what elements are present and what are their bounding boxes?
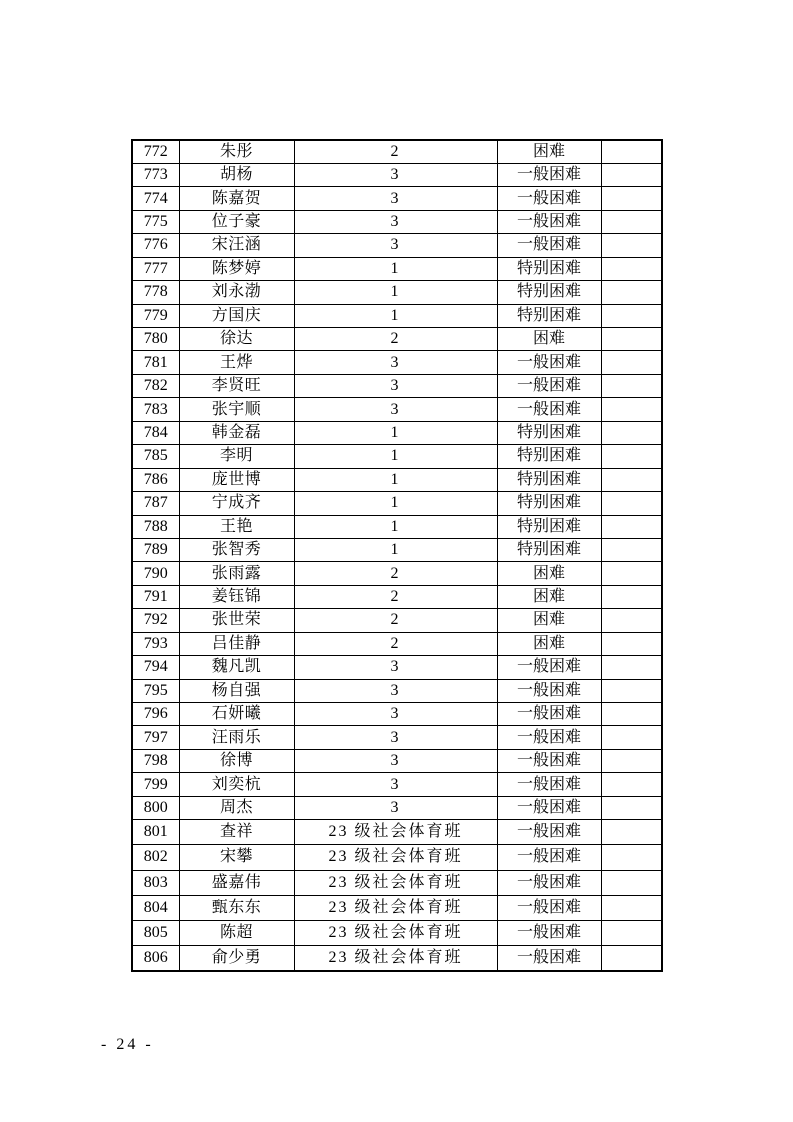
cell-note (601, 656, 662, 679)
table-row (132, 515, 662, 538)
table-row (132, 140, 662, 163)
cell-student-name: 宁成齐 (179, 492, 294, 515)
cell-class: 3 (294, 398, 497, 421)
table-row (132, 210, 662, 233)
cell-class: 3 (294, 210, 497, 233)
cell-note (601, 304, 662, 327)
cell-student-name: 张智秀 (179, 538, 294, 561)
cell-difficulty-level: 一般困难 (497, 920, 601, 945)
table-row (132, 679, 662, 702)
table-row (132, 820, 662, 845)
cell-class: 3 (294, 773, 497, 796)
cell-class: 3 (294, 656, 497, 679)
cell-student-name: 张雨露 (179, 562, 294, 585)
cell-class: 1 (294, 257, 497, 280)
cell-note (601, 562, 662, 585)
cell-student-name: 刘奕杭 (179, 773, 294, 796)
cell-class: 3 (294, 796, 497, 819)
cell-note (601, 374, 662, 397)
cell-difficulty-level: 一般困难 (497, 374, 601, 397)
table-row (132, 726, 662, 749)
table-row (132, 870, 662, 895)
table-row (132, 656, 662, 679)
cell-note (601, 281, 662, 304)
cell-class: 3 (294, 163, 497, 186)
table-row (132, 703, 662, 726)
cell-note (601, 726, 662, 749)
student-roster-table (131, 139, 663, 972)
cell-difficulty-level: 一般困难 (497, 210, 601, 233)
cell-serial-number: 784 (132, 421, 179, 444)
cell-serial-number: 795 (132, 679, 179, 702)
cell-serial-number: 781 (132, 351, 179, 374)
table-row (132, 281, 662, 304)
cell-student-name: 陈超 (179, 920, 294, 945)
cell-serial-number: 793 (132, 632, 179, 655)
cell-student-name: 俞少勇 (179, 946, 294, 971)
cell-class: 1 (294, 281, 497, 304)
cell-class: 1 (294, 445, 497, 468)
cell-student-name: 朱彤 (179, 140, 294, 163)
cell-student-name: 吕佳静 (179, 632, 294, 655)
cell-student-name: 张世荣 (179, 609, 294, 632)
cell-note (601, 492, 662, 515)
cell-difficulty-level: 一般困难 (497, 845, 601, 870)
cell-difficulty-level: 困难 (497, 609, 601, 632)
cell-difficulty-level: 一般困难 (497, 946, 601, 971)
cell-note (601, 749, 662, 772)
table-row (132, 187, 662, 210)
roster-table-body (132, 140, 662, 971)
cell-student-name: 李贤旺 (179, 374, 294, 397)
cell-difficulty-level: 一般困难 (497, 398, 601, 421)
cell-serial-number: 800 (132, 796, 179, 819)
cell-serial-number: 805 (132, 920, 179, 945)
cell-note (601, 140, 662, 163)
cell-student-name: 徐博 (179, 749, 294, 772)
cell-difficulty-level: 一般困难 (497, 726, 601, 749)
cell-class: 2 (294, 585, 497, 608)
cell-difficulty-level: 一般困难 (497, 703, 601, 726)
cell-student-name: 刘永渤 (179, 281, 294, 304)
cell-difficulty-level: 一般困难 (497, 870, 601, 895)
cell-student-name: 胡杨 (179, 163, 294, 186)
cell-note (601, 234, 662, 257)
cell-student-name: 汪雨乐 (179, 726, 294, 749)
cell-note (601, 351, 662, 374)
cell-serial-number: 789 (132, 538, 179, 561)
table-row (132, 562, 662, 585)
cell-serial-number: 786 (132, 468, 179, 491)
cell-serial-number: 779 (132, 304, 179, 327)
cell-serial-number: 773 (132, 163, 179, 186)
cell-difficulty-level: 一般困难 (497, 749, 601, 772)
table-row (132, 398, 662, 421)
cell-difficulty-level: 一般困难 (497, 679, 601, 702)
cell-note (601, 421, 662, 444)
cell-class: 2 (294, 632, 497, 655)
cell-note (601, 895, 662, 920)
cell-difficulty-level: 特别困难 (497, 445, 601, 468)
cell-class: 1 (294, 468, 497, 491)
table-row (132, 946, 662, 971)
table-row (132, 163, 662, 186)
cell-serial-number: 794 (132, 656, 179, 679)
cell-note (601, 187, 662, 210)
cell-student-name: 查祥 (179, 820, 294, 845)
cell-serial-number: 783 (132, 398, 179, 421)
cell-class: 23 级社会体育班 (294, 920, 497, 945)
cell-class: 3 (294, 703, 497, 726)
cell-class: 1 (294, 304, 497, 327)
cell-serial-number: 782 (132, 374, 179, 397)
cell-difficulty-level: 特别困难 (497, 468, 601, 491)
cell-serial-number: 792 (132, 609, 179, 632)
cell-note (601, 820, 662, 845)
cell-note (601, 773, 662, 796)
cell-class: 23 级社会体育班 (294, 895, 497, 920)
cell-student-name: 甄东东 (179, 895, 294, 920)
cell-student-name: 庞世博 (179, 468, 294, 491)
cell-class: 1 (294, 421, 497, 444)
cell-difficulty-level: 一般困难 (497, 187, 601, 210)
cell-serial-number: 774 (132, 187, 179, 210)
cell-student-name: 宋汪涵 (179, 234, 294, 257)
cell-student-name: 韩金磊 (179, 421, 294, 444)
cell-note (601, 515, 662, 538)
table-row (132, 351, 662, 374)
table-row (132, 796, 662, 819)
cell-class: 3 (294, 749, 497, 772)
cell-student-name: 方国庆 (179, 304, 294, 327)
cell-class: 23 级社会体育班 (294, 946, 497, 971)
cell-note (601, 210, 662, 233)
cell-student-name: 石妍曦 (179, 703, 294, 726)
page-number: - 24 - (101, 1036, 154, 1053)
cell-difficulty-level: 一般困难 (497, 351, 601, 374)
cell-student-name: 陈梦婷 (179, 257, 294, 280)
cell-student-name: 徐达 (179, 328, 294, 351)
cell-student-name: 王艳 (179, 515, 294, 538)
table-row (132, 234, 662, 257)
cell-serial-number: 791 (132, 585, 179, 608)
cell-difficulty-level: 特别困难 (497, 281, 601, 304)
cell-note (601, 796, 662, 819)
cell-difficulty-level: 特别困难 (497, 421, 601, 444)
cell-note (601, 946, 662, 971)
cell-serial-number: 780 (132, 328, 179, 351)
cell-class: 3 (294, 351, 497, 374)
table-row (132, 304, 662, 327)
cell-difficulty-level: 一般困难 (497, 820, 601, 845)
cell-class: 3 (294, 234, 497, 257)
cell-difficulty-level: 特别困难 (497, 304, 601, 327)
cell-serial-number: 785 (132, 445, 179, 468)
cell-note (601, 845, 662, 870)
cell-serial-number: 777 (132, 257, 179, 280)
cell-serial-number: 787 (132, 492, 179, 515)
cell-difficulty-level: 一般困难 (497, 163, 601, 186)
cell-difficulty-level: 一般困难 (497, 796, 601, 819)
table-row (132, 773, 662, 796)
cell-serial-number: 803 (132, 870, 179, 895)
cell-student-name: 位子豪 (179, 210, 294, 233)
table-row (132, 257, 662, 280)
cell-note (601, 920, 662, 945)
cell-student-name: 王烨 (179, 351, 294, 374)
cell-serial-number: 772 (132, 140, 179, 163)
cell-difficulty-level: 一般困难 (497, 234, 601, 257)
cell-serial-number: 806 (132, 946, 179, 971)
cell-difficulty-level: 困难 (497, 562, 601, 585)
cell-class: 23 级社会体育班 (294, 845, 497, 870)
cell-class: 2 (294, 328, 497, 351)
cell-class: 1 (294, 515, 497, 538)
cell-difficulty-level: 困难 (497, 140, 601, 163)
cell-note (601, 538, 662, 561)
cell-note (601, 609, 662, 632)
table-row (132, 920, 662, 945)
table-row (132, 845, 662, 870)
cell-difficulty-level: 特别困难 (497, 492, 601, 515)
table-row (132, 445, 662, 468)
cell-class: 3 (294, 187, 497, 210)
cell-serial-number: 778 (132, 281, 179, 304)
table-row (132, 585, 662, 608)
table-row (132, 749, 662, 772)
table-row (132, 632, 662, 655)
cell-student-name: 张宇顺 (179, 398, 294, 421)
cell-difficulty-level: 困难 (497, 585, 601, 608)
cell-class: 2 (294, 609, 497, 632)
cell-student-name: 陈嘉贺 (179, 187, 294, 210)
cell-class: 3 (294, 726, 497, 749)
cell-difficulty-level: 一般困难 (497, 656, 601, 679)
cell-difficulty-level: 困难 (497, 328, 601, 351)
cell-class: 23 级社会体育班 (294, 870, 497, 895)
cell-note (601, 257, 662, 280)
table-row (132, 492, 662, 515)
cell-class: 2 (294, 140, 497, 163)
cell-class: 3 (294, 374, 497, 397)
cell-note (601, 445, 662, 468)
cell-serial-number: 796 (132, 703, 179, 726)
cell-student-name: 姜钰锦 (179, 585, 294, 608)
cell-note (601, 398, 662, 421)
cell-difficulty-level: 特别困难 (497, 538, 601, 561)
cell-student-name: 周杰 (179, 796, 294, 819)
cell-serial-number: 798 (132, 749, 179, 772)
table-row (132, 468, 662, 491)
cell-class: 3 (294, 679, 497, 702)
cell-difficulty-level: 特别困难 (497, 257, 601, 280)
cell-serial-number: 804 (132, 895, 179, 920)
table-row (132, 609, 662, 632)
cell-difficulty-level: 困难 (497, 632, 601, 655)
cell-serial-number: 801 (132, 820, 179, 845)
cell-note (601, 328, 662, 351)
cell-class: 1 (294, 492, 497, 515)
cell-note (601, 468, 662, 491)
cell-serial-number: 775 (132, 210, 179, 233)
cell-note (601, 679, 662, 702)
table-row (132, 374, 662, 397)
cell-student-name: 杨自强 (179, 679, 294, 702)
cell-serial-number: 802 (132, 845, 179, 870)
cell-serial-number: 797 (132, 726, 179, 749)
cell-note (601, 585, 662, 608)
table-row (132, 328, 662, 351)
cell-student-name: 宋攀 (179, 845, 294, 870)
cell-serial-number: 790 (132, 562, 179, 585)
cell-serial-number: 788 (132, 515, 179, 538)
cell-note (601, 163, 662, 186)
cell-serial-number: 799 (132, 773, 179, 796)
cell-note (601, 632, 662, 655)
table-row (132, 421, 662, 444)
cell-difficulty-level: 特别困难 (497, 515, 601, 538)
table-row (132, 538, 662, 561)
cell-class: 2 (294, 562, 497, 585)
cell-difficulty-level: 一般困难 (497, 895, 601, 920)
cell-note (601, 870, 662, 895)
cell-student-name: 魏凡凯 (179, 656, 294, 679)
cell-serial-number: 776 (132, 234, 179, 257)
cell-student-name: 盛嘉伟 (179, 870, 294, 895)
table-row (132, 895, 662, 920)
cell-note (601, 703, 662, 726)
cell-class: 1 (294, 538, 497, 561)
cell-difficulty-level: 一般困难 (497, 773, 601, 796)
cell-student-name: 李明 (179, 445, 294, 468)
cell-class: 23 级社会体育班 (294, 820, 497, 845)
